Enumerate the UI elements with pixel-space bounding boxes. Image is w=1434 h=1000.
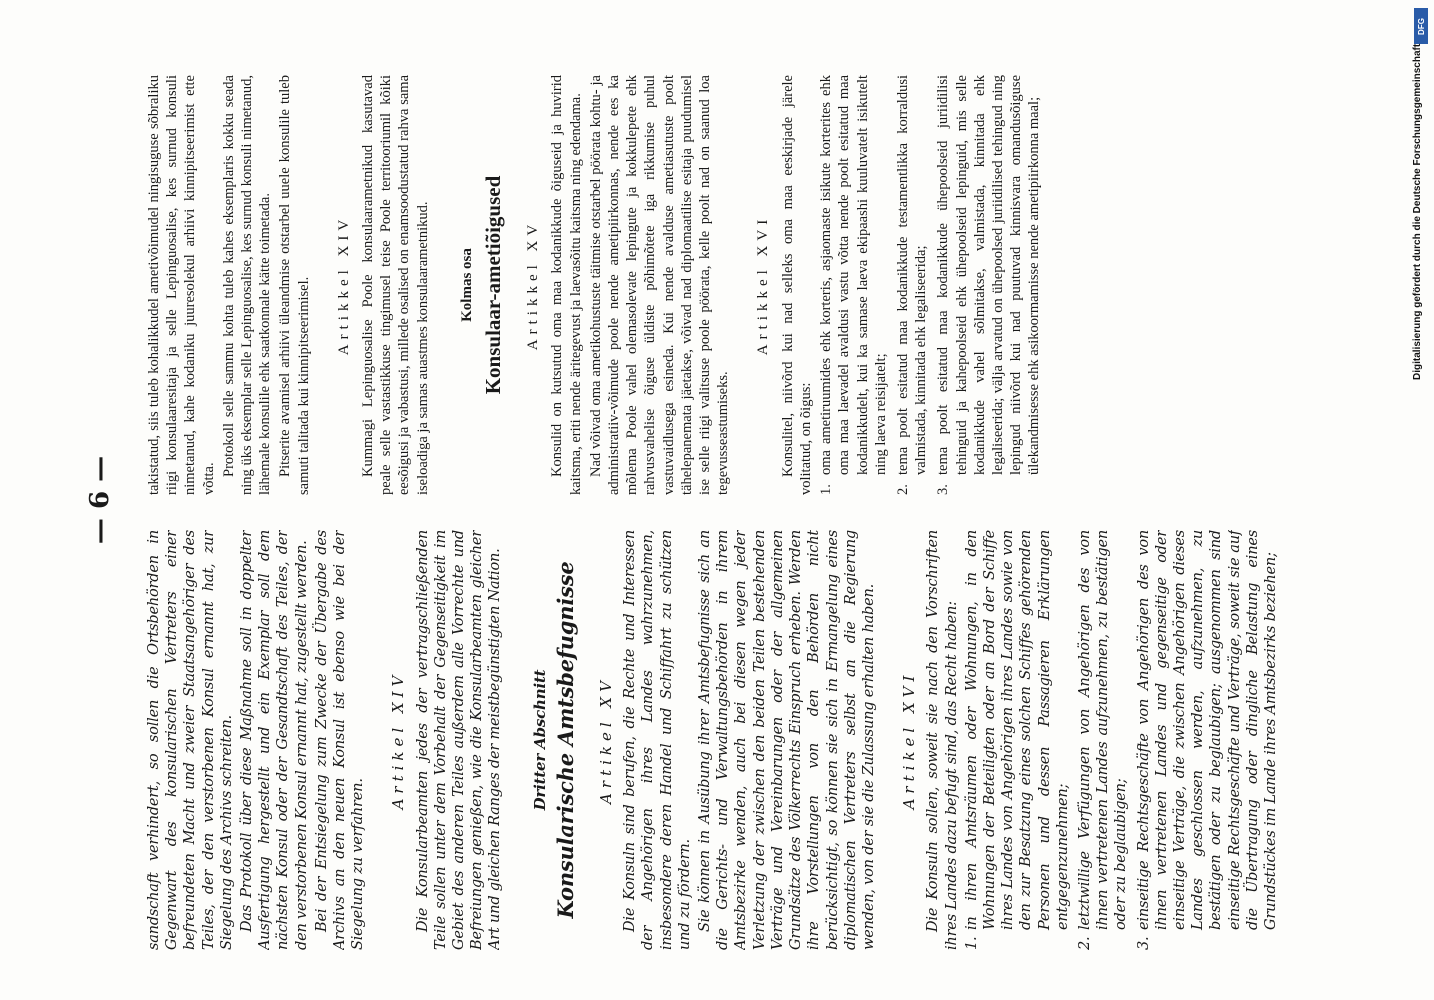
list-item: 1. oma ametiruumides ehk korteris, asjaomaste isikute korterites ehk oma maa laevadel avaldusi vastu võtta nende poolt esitatud maa kodanikkudelt, kui ka samase laeva ekipaashi kuuluvatelt isikutelt ning laeva reisijatelt; (818, 75, 889, 495)
paragraph: Kummagi Lepinguosalise Poole konsulaarametnikud kasutavad peale selle vastastikkuse tingimusel teise Poole territooriumil kõiki eesõigusi ja vabastusi, millede osalised on enamsoodustatud rahva sama iseloadiga ja samas auastmes konsulaarametnikud. (360, 75, 431, 495)
digitization-credit: Digitalisierung gefördert durch die Deutsche Forschungsgemeinschaft (1412, 43, 1423, 380)
list-item: 2. tema poolt esitatud maa kodanikkude testamentlikka korraldusi valmistada, kinnitada ehk legaliseerida; (894, 75, 930, 495)
paragraph: Sie können in Ausübung ihrer Amtsbefugnisse sich an die Gerichts- und Verwaltungsbehörden in ihrem Amtsbezirke wenden, auch bei diesen wegen jeder Verletzung der zwischen den beiden Teilen bestehenden Verträge und Vereinbarungen oder der allgemeinen Grundsätze des Völkerrechts Einspruch erheben. Werden ihre Vorstellungen von den Behörden nicht berücksichtigt, so können sie sich in Ermangelung eines diplomatischen Vertreters selbst an die Regierung wenden, von der sie die Zulassung erhalten haben. (697, 530, 877, 950)
article-heading: Artikkel XVI (755, 214, 772, 356)
paragraph: Konsulitel, niivõrd kui nad selleks oma maa eeskirjade järele volitatud, on õigus: (779, 75, 814, 495)
paragraph: Protokoll selle sammu kohta tuleb kahes eksemplaris kokku seada ning üks eksemplar selle Lepinguosalise, kes surnud konsuli nimetanud, lähemale konsulile ehk saatkonnale kätte toimetada. (220, 75, 274, 495)
list-item: 2. letztwillige Verfügungen von Angehörigen des von ihnen vertretenen Landes aufzunehmen, zu bestätigen oder zu beglaubigen; (1076, 530, 1130, 950)
paragraph: Das Protokoll über diese Maßnahme soll in doppelter Ausfertigung hergestellt und ein Exemplar soll dem nächsten Konsul oder der Gesandtschaft des Teiles, der den verstorbenen Konsul ernannt hat, zugestellt werden. (239, 530, 310, 950)
german-column (145, 530, 1375, 950)
section-heading: Kolmas osa (458, 248, 475, 322)
paragraph: Die Konsularbeamten jedes der vertragschließenden Teile sollen unter dem Vorbehalt der Gegenseitigkeit im Gebiet des anderen Teiles außerdem alle Vorrechte und Befreiungen genießen, wie die Konsularbeamten gleicher Art und gleichen Ranges der meistbegünstigten Nation. (414, 530, 504, 950)
digitization-sidebar (1410, 0, 1434, 1000)
paragraph: Nad võivad oma ametikohustuste täitmise otstarbel pöörata kohtu- ja administratiiv-võimude poole nende ametipiirkonnas, nende ees ka mõlema Poole vahel olemasolevate lepingute ja kokkulepete ehk rahvusvahelise õiguse üldiste põhimõtete iga rikkumise puhul vastuvaidlusega esineda. Kui nende avalduse ametiasutuste poolt tähelepanemata jäetakse, võivad nad diplomaatilise esitaja puudumisel ise selle riigi valitsuse poole pöörata, kelle poolt nad on saanud loa tegevusseastumiseks. (587, 75, 732, 495)
article-heading: Artikel XVI (900, 670, 919, 810)
section-heading: Dritter Abschnitt (530, 669, 549, 811)
paragraph: Konsulid on kutsutud oma maa kodanikkude õiguseid ja huvirid kaitsma, eriti nende äritegevust ja laevasõitu kaitsma ning edendama. (549, 75, 584, 495)
article-heading: Artikel XV (597, 676, 616, 804)
list-item: 3. tema poolt esitatud maa kodanikkude ühepoolseid juriidilisi tehinguid ja kahepoolseid ehk ühepoolseid lepinguid, mis selle kodanikkude vahel sõlmitakse, valmistada, kinnitada ehk legaliseerida; välja arvatud on ühepoolsed juriidilised tehingud ning lepingud niivõrd kui nad puutuvad kinnisvara omandusõiguse ülekandmisesse ehk asikoormamisse nende ametipiirkonna maal; (935, 75, 1043, 495)
article-heading: Artikkel XIV (335, 214, 352, 356)
estonian-column (145, 75, 1375, 495)
section-title: Konsulaar-ametiõigused (481, 175, 506, 395)
list-item: 1. in ihren Amtsräumen oder Wohnungen, in den Wohnungen der Beteiligten oder an Bord der Schiffe ihres Landes von Angehörigen ihres Landes sowie von den zur Besatzung eines solchen Schiffes gehörenden Personen und dessen Passagieren Erklärungen entgegenzunehmen; (963, 530, 1071, 950)
paragraph: Die Konsuln sind berufen, die Rechte und Interessen der Angehörigen ihres Landes wahrzunehmen, insbesondere deren Handel und Schiffahrt zu schützen und zu fördern. (622, 530, 693, 950)
rotated-page-content (85, 50, 1385, 950)
paragraph: Bei der Entsiegelung zum Zwecke der Übergabe des Archivs an den neuen Konsul ist ebenso wie bei der Siegelung zu verfahren. (313, 530, 367, 950)
list-item: 3. einseitige Rechtsgeschäfte von Angehörigen des von ihnen vertretenen Landes und gegenseitige oder einseitige Verträge, die zwischen Angehörigen dieses Landes geschlossen werden, aufzunehmen, zu bestätigen oder zu beglaubigen; ausgenommen sind einseitige Rechtsgeschäfte und Verträge, soweit sie auf die Übertragung oder dingliche Belastung eines Grundstückes im Lande ihres Amtsbezirks beziehen; (1135, 530, 1279, 950)
paragraph: takistatud, siis tuleb kohalikkudel ametivõimudel ningisuguse sõbraliku riigi konsulaaresitaja ja selle Lepinguosalise, kes surnud konsuli nimetanud, kahe kodaniku juuresolekul arhiivi kinnipitseerimist ette võtta. (146, 75, 217, 495)
dfg-logo: DFG (1414, 8, 1428, 44)
paragraph: Die Konsuln sollen, soweit sie nach den Vorschriften ihres Landes dazu befugt sind, das Recht haben: (925, 530, 960, 950)
page-number: — 6 — (85, 455, 115, 545)
article-heading: Artikel XIV (389, 670, 408, 810)
article-heading: Artikkel XV (525, 219, 542, 351)
section-title: Konsularische Amtsbefugnisse (552, 561, 578, 919)
paragraph: sandschaft verhindert, so sollen die Ortsbehörden in Gegenwart des konsularischen Vertreters einer befreundeten Macht und zweier Staatsangehöriger des Teiles, der den verstorbenen Konsul ernannt hat, zur Siegelung des Archivs schreiten. (146, 530, 235, 950)
paragraph: Pitserite avamisel arhiivi üleandmise otstarbel uuele konsulile tuleb samuti talitada kui kinnipitseerimisel. (277, 75, 312, 495)
